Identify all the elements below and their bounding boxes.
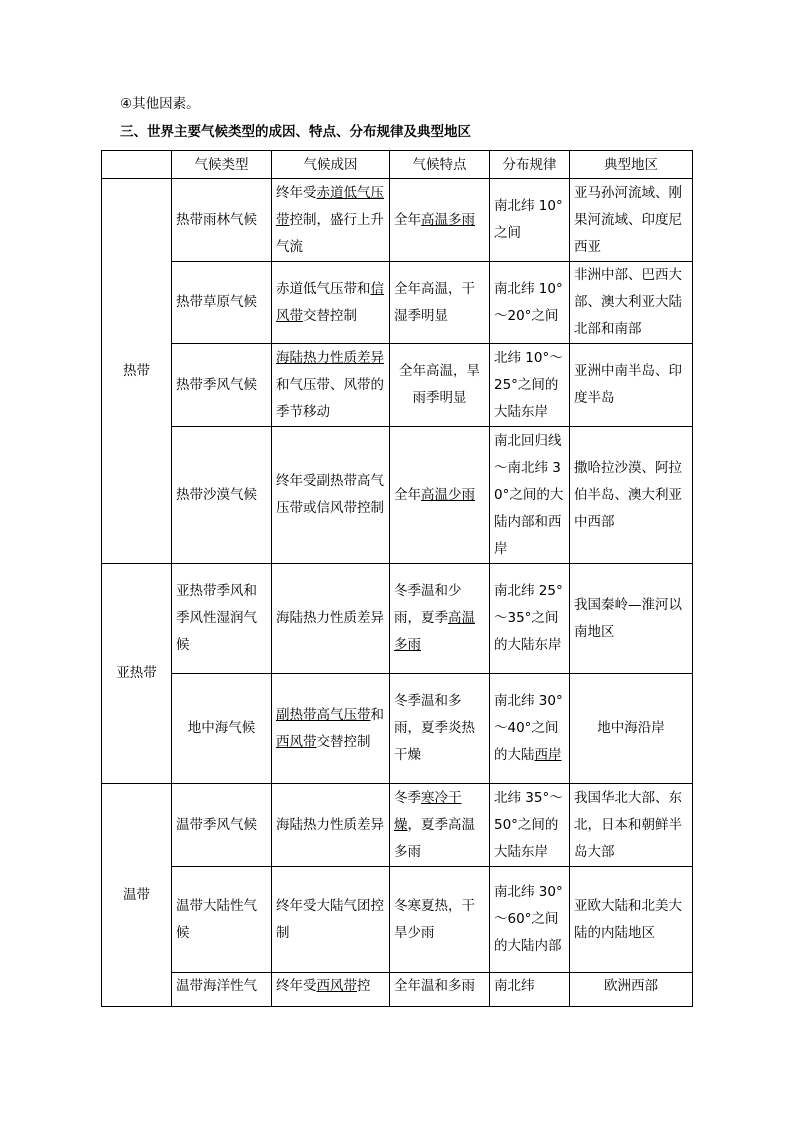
cause-cell: 赤道低气压带和信风带交替控制 — [272, 262, 390, 344]
header-cell: 气候特点 — [390, 151, 490, 179]
feature-cell: 全年高温，旱雨季明显 — [390, 344, 490, 427]
header-cell: 典型地区 — [570, 151, 693, 179]
feature-cell: 冬季寒冷干燥，夏季高温多雨 — [390, 784, 490, 867]
climate-type-cell: 热带草原气候 — [172, 262, 272, 344]
feature-cell: 冬季温和少雨，夏季高温多雨 — [390, 564, 490, 674]
zone-cell: 温带 — [102, 784, 172, 1007]
cause-cell: 海陆热力性质差异 — [272, 784, 390, 867]
feature-cell: 全年温和多雨 — [390, 973, 490, 1007]
table-row — [102, 344, 693, 427]
distribution-cell: 南北纬 — [490, 973, 570, 1007]
climate-type-cell: 温带海洋性气 — [172, 973, 272, 1007]
zone-cell: 热带 — [102, 179, 172, 564]
climate-type-cell: 温带季风气候 — [172, 784, 272, 867]
climate-type-cell: 热带季风气候 — [172, 344, 272, 427]
climate-type-cell: 亚热带季风和季风性湿润气候 — [172, 564, 272, 674]
table-header-row — [102, 151, 693, 179]
distribution-cell: 南北纬 10°～20°之间 — [490, 262, 570, 344]
feature-cell: 全年高温少雨 — [390, 427, 490, 564]
region-cell: 亚洲中南半岛、印度半岛 — [570, 344, 693, 427]
table-row — [102, 564, 693, 674]
header-cell: 气候类型 — [172, 151, 272, 179]
distribution-cell: 北纬 35°～50°之间的大陆东岸 — [490, 784, 570, 867]
distribution-cell: 南北纬 25°～35°之间的大陆东岸 — [490, 564, 570, 674]
cause-cell: 终年受赤道低气压带控制，盛行上升气流 — [272, 179, 390, 262]
header-cell — [102, 151, 172, 179]
distribution-cell: 南北纬 30°～40°之间的大陆西岸 — [490, 674, 570, 784]
feature-cell: 冬寒夏热，干旱少雨 — [390, 867, 490, 973]
table-row — [102, 427, 693, 564]
cause-cell: 海陆热力性质差异和气压带、风带的季节移动 — [272, 344, 390, 427]
table-row — [102, 784, 693, 867]
region-cell: 我国华北大部、东北，日本和朝鲜半岛大部 — [570, 784, 693, 867]
distribution-cell: 南北回归线～南北纬 30°之间的大陆内部和西岸 — [490, 427, 570, 564]
region-cell: 亚马孙河流域、刚果河流域、印度尼西亚 — [570, 179, 693, 262]
cause-cell: 海陆热力性质差异 — [272, 564, 390, 674]
cause-cell: 副热带高气压带和西风带交替控制 — [272, 674, 390, 784]
header-cell: 分布规律 — [490, 151, 570, 179]
table-row — [102, 973, 693, 1007]
climate-type-cell: 热带沙漠气候 — [172, 427, 272, 564]
region-cell: 亚欧大陆和北美大陆的内陆地区 — [570, 867, 693, 973]
distribution-cell: 南北纬 30°～60°之间的大陆内部 — [490, 867, 570, 973]
zone-cell: 亚热带 — [102, 564, 172, 784]
distribution-cell: 南北纬 10°之间 — [490, 179, 570, 262]
feature-cell: 全年高温多雨 — [390, 179, 490, 262]
distribution-cell: 北纬 10°～25°之间的大陆东岸 — [490, 344, 570, 427]
climate-table — [101, 150, 693, 1007]
climate-type-cell: 热带雨林气候 — [172, 179, 272, 262]
section-heading: 三、世界主要气候类型的成因、特点、分布规律及典型地区 — [120, 124, 471, 140]
table-row — [102, 674, 693, 784]
intro-line-other-factors: ④其他因素。 — [120, 96, 200, 112]
climate-type-cell: 温带大陆性气候 — [172, 867, 272, 973]
feature-cell: 冬季温和多雨，夏季炎热干燥 — [390, 674, 490, 784]
region-cell: 撒哈拉沙漠、阿拉伯半岛、澳大利亚中西部 — [570, 427, 693, 564]
header-cell: 气候成因 — [272, 151, 390, 179]
region-cell: 地中海沿岸 — [570, 674, 693, 784]
cause-cell: 终年受副热带高气压带或信风带控制 — [272, 427, 390, 564]
table-row — [102, 262, 693, 344]
cause-cell: 终年受西风带控 — [272, 973, 390, 1007]
table-row — [102, 867, 693, 973]
region-cell: 欧洲西部 — [570, 973, 693, 1007]
region-cell: 我国秦岭—淮河以南地区 — [570, 564, 693, 674]
region-cell: 非洲中部、巴西大部、澳大利亚大陆北部和南部 — [570, 262, 693, 344]
table-row — [102, 179, 693, 262]
climate-type-cell: 地中海气候 — [172, 674, 272, 784]
cause-cell: 终年受大陆气团控制 — [272, 867, 390, 973]
feature-cell: 全年高温，干湿季明显 — [390, 262, 490, 344]
